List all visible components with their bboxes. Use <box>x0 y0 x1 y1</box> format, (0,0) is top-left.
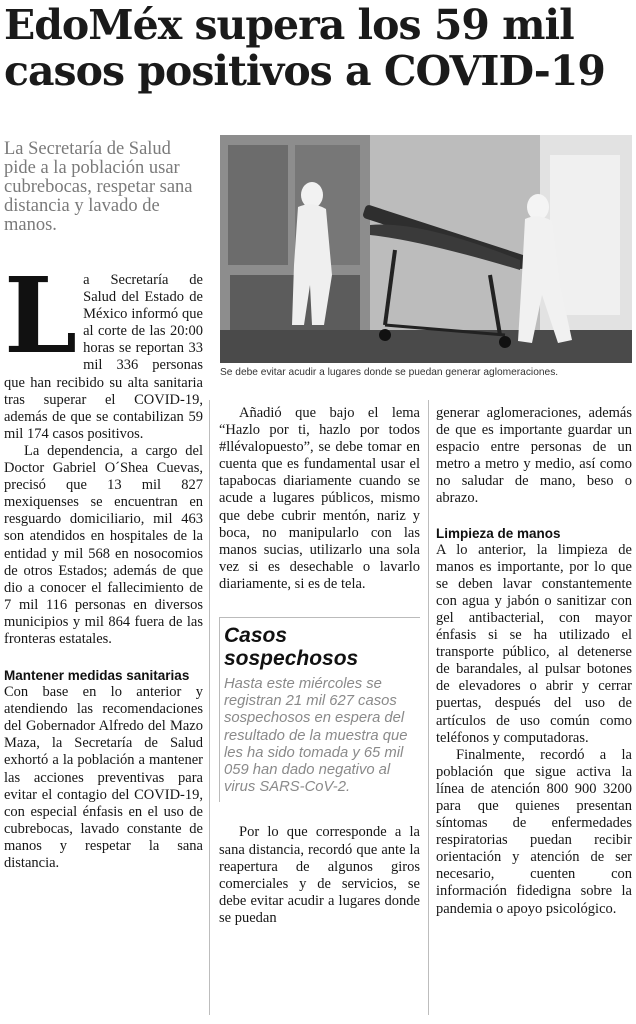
headline: EdoMéx supera los 59 mil casos positivos a COVID-19 <box>4 1 605 95</box>
paragraph: A lo anterior, la limpieza de manos es importante, por lo que se deben lavar constantemente con agua y jabón o sanitizar con gel antibacterial, con mayor énfasis si se ha utilizado el transporte público, al detenerse de barandales, al pulsar botones de elevadores o abrir y cerrar puertas, después del uso de artículos de uso común como teléfonos y computadoras. <box>436 541 632 746</box>
stretcher-scene-image <box>220 135 632 363</box>
paragraph: Finalmente, recordó a la población que sigue activa la línea de atención 800 900 3200 para que quienes presentan síntomas de enfermedades respiratorias puedan recibir orientación y atención de ser necesario, cuenten con información fidedigna sobre la pandemia o apoyo psicológico. <box>436 746 632 917</box>
subheading: Limpieza de manos <box>436 525 561 541</box>
article-column-1 <box>4 254 203 872</box>
article-column-3 <box>436 405 632 918</box>
box-title: Casos sospechosos <box>224 624 359 671</box>
paragraph: Con base en lo anterior y atendiendo las recomendaciones del Gobernador Alfredo del Mazo Maza, la Secretaría de Salud exhortó a la población a mantener las acciones preventivas para evitar el contagio del COVID-19, con especial énfasis en el uso de cubrebocas, lavado constante de manos y respetar la sana distancia. <box>4 684 203 871</box>
photo-caption: Se debe evitar acudir a lugares donde se puedan generar aglomeraciones. <box>220 367 559 378</box>
lead-paragraph: La Secretaría de Salud del Estado de México informó que al corte de las 20:00 horas se reportan 33 mil 336 personas que han recibido su alta sanitaria tras superar el COVID-19, además de que se contabilizan 59 mil 174 casos positivos. <box>4 254 203 442</box>
subheading: Mantener medidas sanitarias <box>4 668 190 684</box>
box-text: Hasta este miércoles se registran 21 mil 627 casos sospechosos en espera del resultado de la muestra que les ha sido tomada y 65 mil 059 han dado negativo al virus SARS-CoV-2. <box>224 676 408 796</box>
paragraph: generar aglomeraciones, además de que es importante guardar un espacio entre personas de un metro a metro y medio, así como no saludar de mano, beso o abrazo. <box>436 405 632 507</box>
sidebar-box <box>219 617 420 802</box>
deck-summary: La Secretaría de Salud pide a la población usar cubrebocas, respetar sana distancia y lavado de manos. <box>4 139 193 235</box>
drop-cap: L <box>4 254 78 377</box>
news-photo <box>220 135 632 363</box>
column-divider <box>428 400 429 1015</box>
paragraph: Añadió que bajo el lema “Hazlo por ti, hazlo por todos #llévalopuesto”, se debe tomar en cuenta que es fundamental usar el tapabocas diariamente cuando se acude a lugares públicos, mismo que debe cubrir mentón, nariz y boca, no manipularlo con las manos sucias, utilizarlo una sola vez si es desechable o lavarlo diariamente, si es de tela. <box>219 405 420 592</box>
paragraph: Por lo que corresponde a la sana distancia, recordó que ante la reapertura de algunos giros comerciales y de servicios, se debe evitar acudir a lugares donde se puedan <box>219 824 420 926</box>
column-divider <box>209 400 210 1015</box>
article-column-2 <box>219 405 420 927</box>
paragraph: La dependencia, a cargo del Doctor Gabriel O´Shea Cuevas, precisó que 13 mil 827 mexiquenses se encuentran en resguardo domiciliario, mil 463 son atendidos en hospitales de la entidad y mil 568 en nosocomios de otros Estados; además de que dio a conocer el fallecimiento de 7 mil 116 personas en diversos municipios y mil 864 fuera de las fronteras estatales. <box>4 442 203 647</box>
